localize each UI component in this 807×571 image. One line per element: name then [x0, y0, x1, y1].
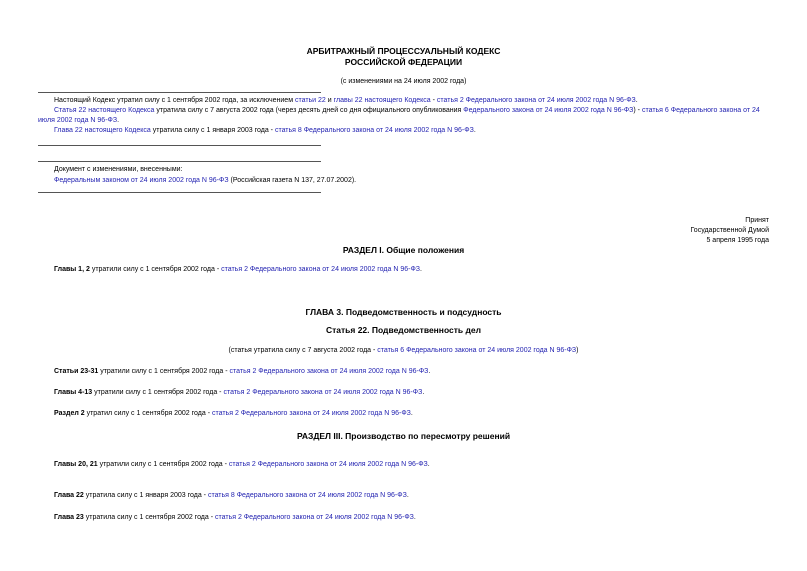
doc-title-line2: РОССИЙСКОЙ ФЕДЕРАЦИИ	[344, 57, 463, 67]
repeal-text: .	[420, 266, 422, 273]
doc-amend-source	[54, 176, 356, 186]
repeal-text: утратила силу с 1 сентября 2002 года -	[83, 514, 216, 521]
repeal-text: .	[428, 368, 431, 375]
article-22-note	[0, 346, 807, 356]
chapter-ref: Главы 4-13	[54, 389, 93, 396]
link-law-art2[interactable]: статья 2 Федерального закона от 24 июля 2002 года N 96-ФЗ	[215, 514, 414, 521]
repeal-row	[54, 388, 424, 398]
chapter-ref: Статьи 23-31	[54, 368, 99, 375]
link-law-art8[interactable]: статья 8 Федерального закона от 24 июля 2002 года N 96-ФЗ	[274, 127, 474, 134]
note-text: )	[576, 347, 579, 354]
divider	[38, 161, 321, 162]
note-text: .	[635, 97, 638, 104]
link-article-22-code[interactable]: Статья 22 настоящего Кодекса	[54, 107, 155, 114]
chapter-ref: Главы 1, 2	[54, 266, 90, 273]
doc-amend-gazette: (Российская газета N 137, 27.07.2002).	[228, 177, 357, 184]
note-text: утратила силу с 1 января 2003 года -	[150, 127, 275, 134]
repeal-text: утратили силу с 1 сентября 2002 года -	[98, 368, 230, 375]
link-article-22[interactable]: статьи 22	[294, 97, 326, 104]
note-text: (статья утратила силу с 7 августа 2002 года -	[228, 347, 378, 354]
repeal-text: .	[427, 461, 430, 468]
repeal-text: утратили силу с 1 сентября 2002 года -	[89, 266, 222, 273]
repeal-text: утратили силу с 1 сентября 2002 года -	[92, 389, 224, 396]
chapter-ref: Раздел 2	[54, 410, 85, 417]
repeal-text: .	[406, 492, 409, 499]
note-text: ) -	[633, 107, 642, 114]
link-federal-law[interactable]: Федерального закона от 24 июля 2002 года N 96-ФЗ	[463, 107, 634, 114]
repeal-text: утратили силу с 1 сентября 2002 года -	[97, 461, 229, 468]
link-amending-law[interactable]: Федеральным законом от 24 июля 2002 года N 96-ФЗ	[54, 177, 229, 184]
repeal-row	[54, 367, 430, 377]
link-law-art6[interactable]: статья 6 Федерального закона от 24 июля 2002 года N 96-ФЗ	[38, 107, 760, 124]
note-line-3	[38, 126, 770, 136]
chapter-ref: Глава 22	[54, 492, 84, 499]
note-text: и	[325, 97, 334, 104]
divider	[38, 92, 321, 93]
link-chapter-22[interactable]: главы 22 настоящего Кодекса	[333, 97, 431, 104]
divider	[38, 145, 321, 146]
repeal-text: утратил силу с 1 сентября 2002 года -	[84, 410, 212, 417]
note-text: Настоящий Кодекс утратил силу с 1 сентября 2002 года, за исключением	[54, 97, 295, 104]
section-1-title: РАЗДЕЛ I. Общие положения	[342, 245, 465, 255]
repeal-row	[54, 409, 413, 419]
article-22-title: Статья 22. Подведомственность дел	[325, 325, 482, 335]
note-line-1	[38, 96, 770, 106]
link-law-art2[interactable]: статья 2 Федерального закона от 24 июля 2002 года N 96-ФЗ	[229, 368, 429, 375]
section-1-repeal	[54, 265, 422, 275]
repeal-text: .	[410, 410, 413, 417]
link-law-art2[interactable]: статья 2 Федерального закона от 24 июля 2002 года N 96-ФЗ	[221, 266, 420, 273]
note-text: -	[430, 97, 437, 104]
link-law-art2[interactable]: статья 2 Федерального закона от 24 июля 2002 года N 96-ФЗ	[228, 461, 428, 468]
repeal-text: утратила силу с 1 января 2003 года -	[83, 492, 208, 499]
note-text: утратила силу с 7 августа 2002 года (через десять дней со дня официального опубликования	[154, 107, 464, 114]
link-law-art6[interactable]: статья 6 Федерального закона от 24 июля 2002 года N 96-ФЗ	[377, 347, 577, 354]
repeal-notes	[38, 96, 770, 136]
adopted-block	[690, 216, 769, 246]
repeal-row	[54, 491, 409, 501]
doc-title-line1: АРБИТРАЖНЫЙ ПРОЦЕССУАЛЬНЫЙ КОДЕКС	[306, 46, 501, 56]
chapter-3-title: ГЛАВА 3. Подведомственность и подсудность	[305, 307, 502, 317]
note-line-2	[38, 106, 770, 126]
link-law-art2[interactable]: статья 2 Федерального закона от 24 июля 2002 года N 96-ФЗ	[436, 97, 636, 104]
repeal-text: .	[413, 514, 416, 521]
note-text: .	[117, 117, 120, 124]
adopted-line: 5 апреля 1995 года	[706, 237, 769, 244]
link-law-art8[interactable]: статья 8 Федерального закона от 24 июля 2002 года N 96-ФЗ	[207, 492, 407, 499]
doc-amend-note: (с изменениями на 24 июля 2002 года)	[340, 78, 467, 85]
adopted-line: Государственной Думой	[690, 227, 769, 234]
adopted-line: Принят	[745, 217, 769, 224]
doc-amend-label: Документ с изменениями, внесенными:	[54, 166, 183, 173]
link-law-art2[interactable]: статья 2 Федерального закона от 24 июля 2002 года N 96-ФЗ	[223, 389, 423, 396]
chapter-ref: Глава 23	[54, 514, 84, 521]
link-chapter-22-code[interactable]: Глава 22 настоящего Кодекса	[54, 127, 151, 134]
repeal-row	[54, 460, 430, 470]
section-3-title: РАЗДЕЛ III. Производство по пересмотру решений	[296, 431, 511, 441]
repeal-text: .	[422, 389, 425, 396]
repeal-row	[54, 513, 416, 523]
chapter-ref: Главы 20, 21	[54, 461, 98, 468]
link-law-art2[interactable]: статья 2 Федерального закона от 24 июля 2002 года N 96-ФЗ	[211, 410, 411, 417]
divider	[38, 192, 321, 193]
note-text: .	[473, 127, 476, 134]
